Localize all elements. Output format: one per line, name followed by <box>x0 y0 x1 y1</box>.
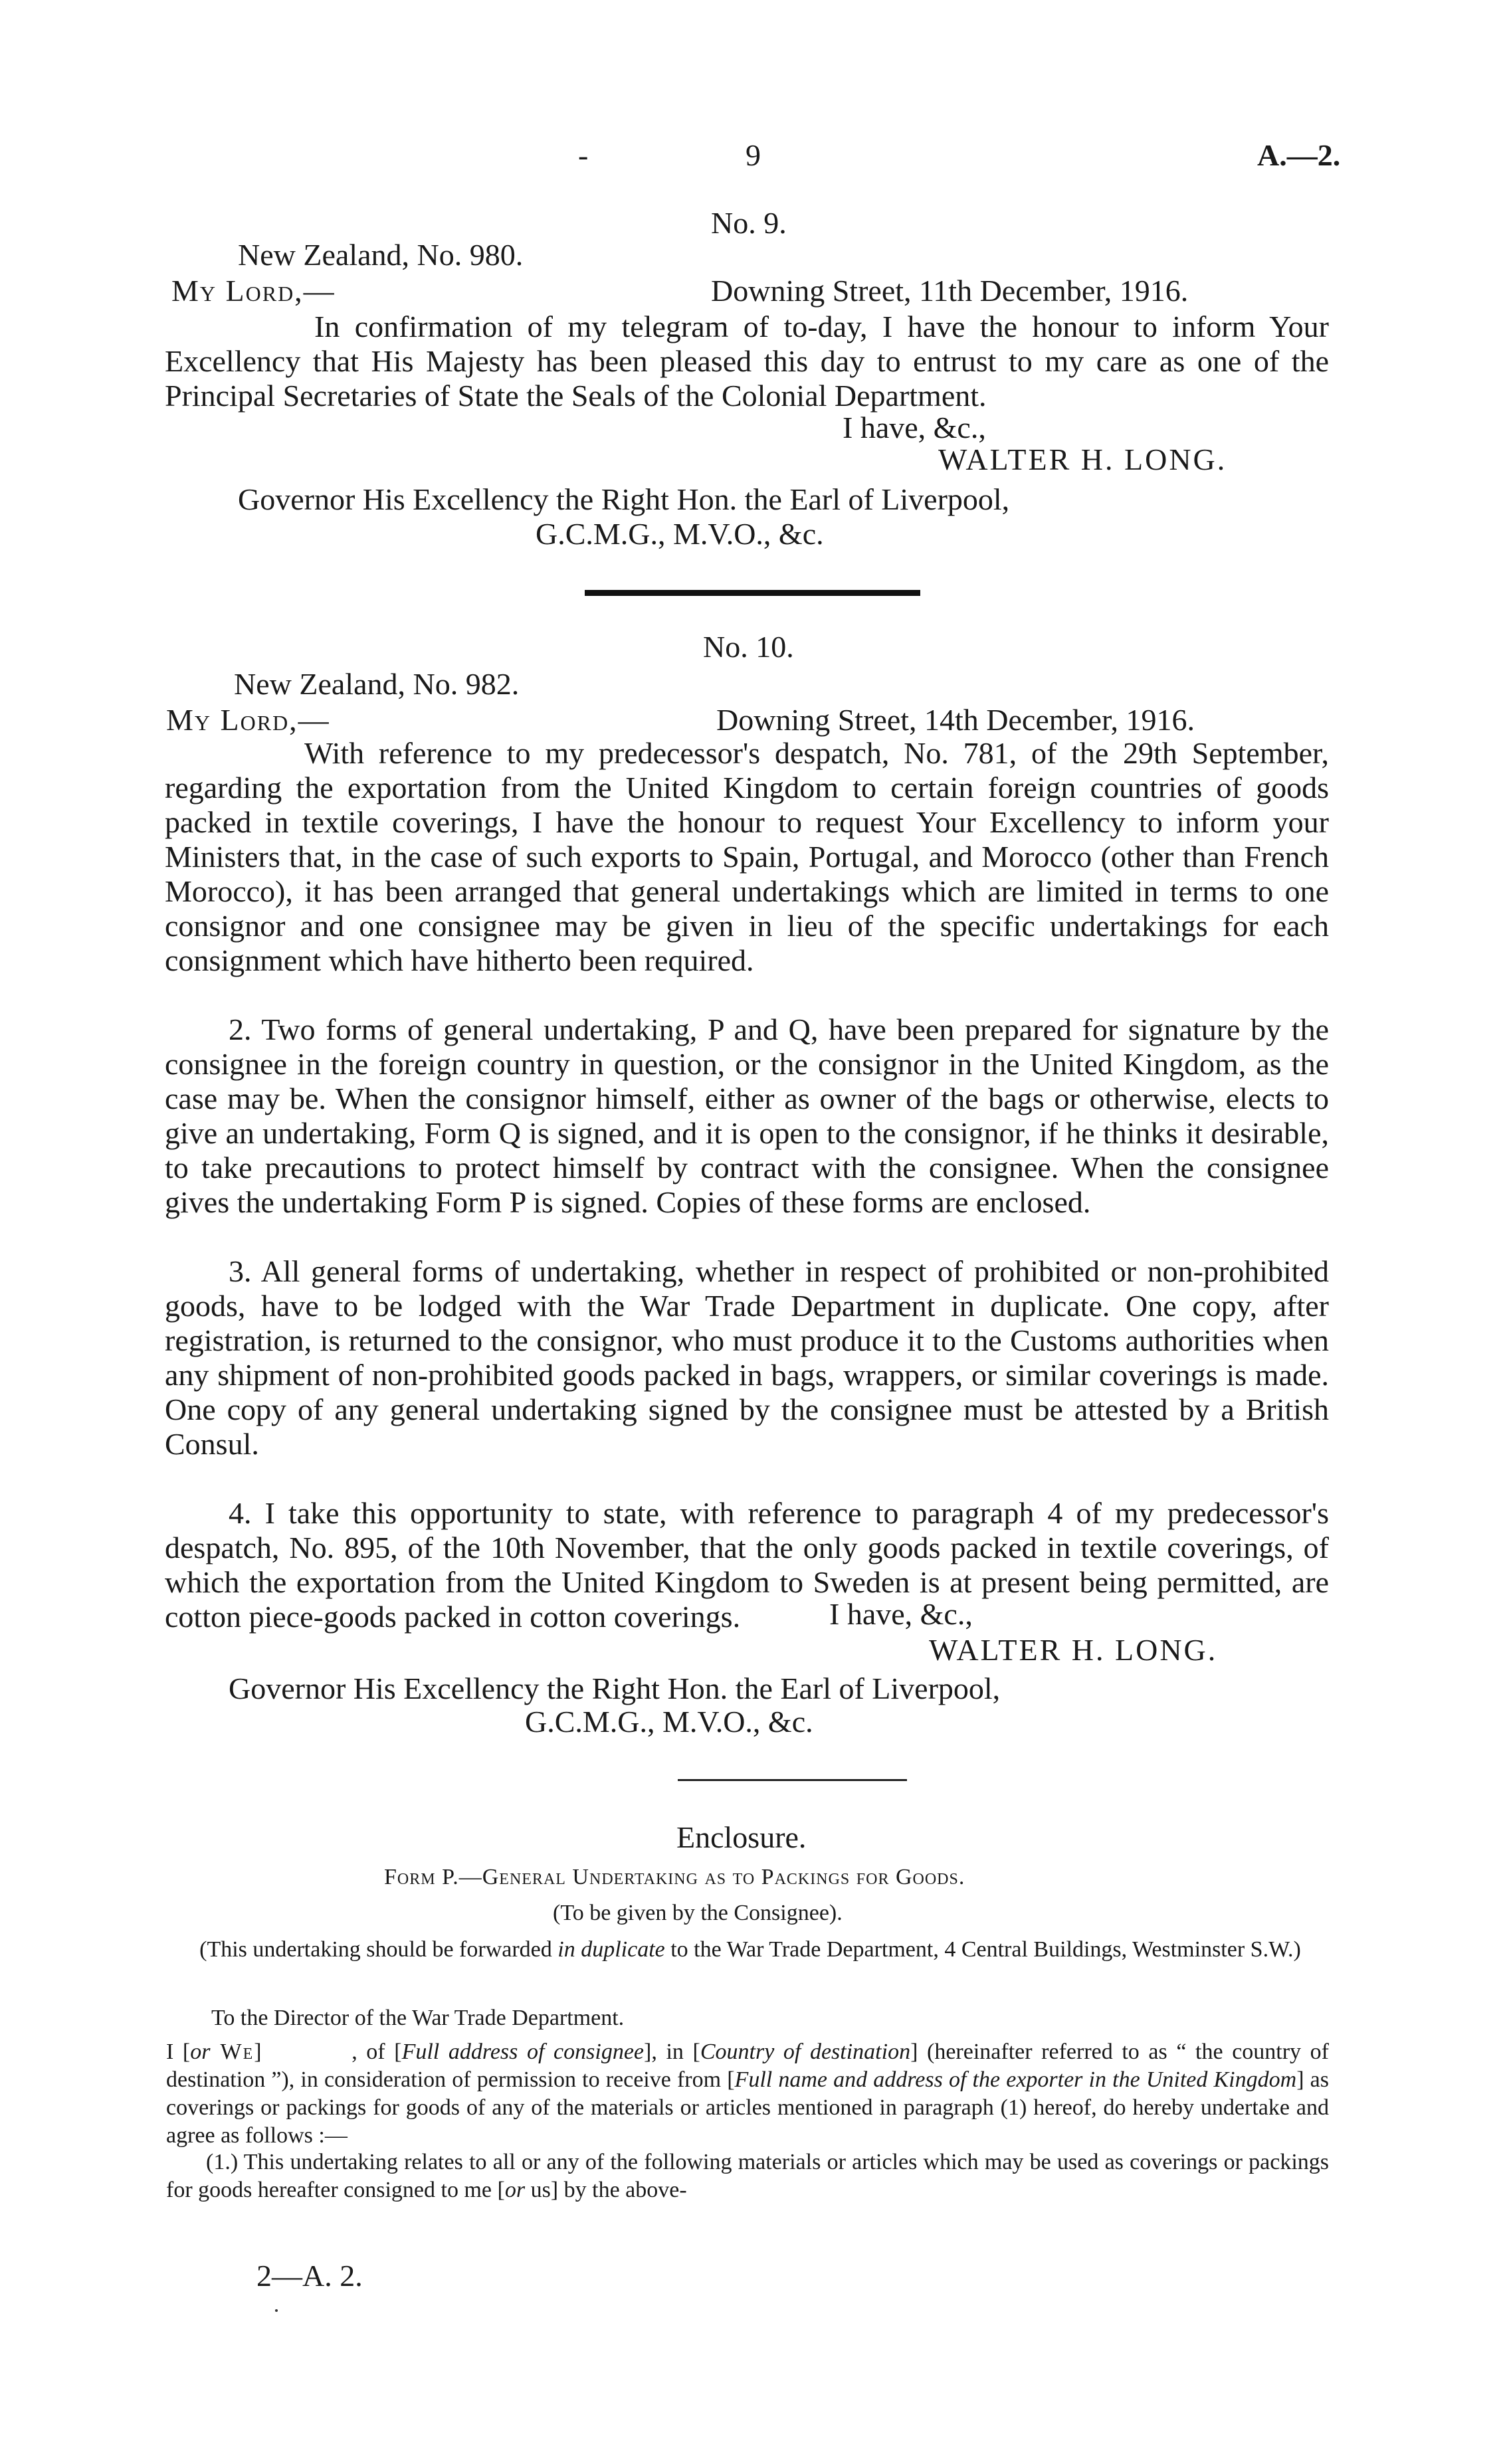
undertaking-text: I [ <box>166 2039 191 2064</box>
form-instruction <box>171 1936 1329 1964</box>
form-clause-1 <box>166 2148 1329 2204</box>
letter1-reference: New Zealand, No. 980. <box>238 238 524 272</box>
clause-text: (1.) This undertaking relates to all or any of the following materials or articles which may be used as coverings or packings for goods hereafter consigned to me [ <box>166 2150 1329 2202</box>
undertaking-text: ] as coverings or packings for goods of any of the materials or articles mentioned in paragraph (1) hereof, do hereby undertake and agree as follows :— <box>166 2067 1329 2148</box>
form-given-by: (To be given by the Consignee). <box>553 1901 843 1925</box>
undertaking-italic: Country of destination <box>700 2039 911 2064</box>
letter2-closing: I have, &c., <box>829 1597 973 1631</box>
header-dash: - <box>578 138 589 172</box>
doc-reference: A.—2. <box>1257 138 1341 172</box>
letter2-addressee: Governor His Excellency the Right Hon. the Earl of Liverpool, <box>229 1671 1001 1705</box>
letter1-closing: I have, &c., <box>843 411 986 444</box>
letter1-addressee-honours: G.C.M.G., M.V.O., &c. <box>536 517 824 551</box>
letter2-reference: New Zealand, No. 982. <box>234 667 520 701</box>
letter2-signature: WALTER H. LONG. <box>929 1633 1218 1667</box>
letter2-paragraph-2: 2. Two forms of general undertaking, P and Q, have been prepared for signature by the consignee in the foreign country in question, or the consignor in the United Kingdom, as the case may be. When the consignor himself, either as owner of the bags or otherwise, elects to give an undertaking, Form Q is signed, and it is open to the consignor, if he thinks it desirable, to take precautions to protect himself by contract with the consignee. When the consignee gives the undertaking Form P is signed. Copies of these forms are enclosed. <box>165 1012 1329 1219</box>
form-instruction-text: (This undertaking should be forwarded <box>199 1937 558 1962</box>
letter1-number: No. 9. <box>711 206 787 240</box>
letter2-paragraph-1: With reference to my predecessor's despatch, No. 781, of the 29th September, regarding the exportation from the United Kingdom to certain foreign countries of goods packed in textile coverings, I have the honour to request Your Excellency to inform your Ministers that, in the case of such exports to Spain, Portugal, and Morocco (other than French Morocco), it has been arranged that general undertakings which are limited in terms to one consignor and one consignee may be given in lieu of the specific undertakings for each consignment which have hitherto been required. <box>165 736 1329 977</box>
enclosure-heading: Enclosure. <box>676 1820 807 1854</box>
footer-dot <box>275 2309 278 2312</box>
undertaking-text: , of [ <box>342 2039 402 2064</box>
form-to-line: To the Director of the War Trade Department. <box>211 2006 625 2030</box>
undertaking-italic: or <box>190 2039 211 2064</box>
letter1-salutation: My Lord,— <box>171 274 336 308</box>
letter2-place-date: Downing Street, 14th December, 1916. <box>716 703 1195 737</box>
letter2-number: No. 10. <box>703 630 794 664</box>
undertaking-text: We] <box>210 2039 263 2064</box>
letter1-body: In confirmation of my telegram of to-day, I have the honour to inform Your Excellency that His Majesty has been pleased this day to entrust to my care as one of the Principal Secretaries of State the Seals of the Colonial Department. <box>165 310 1329 413</box>
undertaking-text: ], in [ <box>644 2039 700 2064</box>
letter2-addressee-honours: G.C.M.G., M.V.O., &c. <box>525 1705 813 1739</box>
letter2-salutation: My Lord,— <box>166 703 330 737</box>
form-undertaking <box>166 2038 1329 2150</box>
form-title: Form P.—General Undertaking as to Packings for Goods. <box>384 1865 965 1889</box>
letter1-signature: WALTER H. LONG. <box>938 442 1227 476</box>
form-instruction-text-end: to the War Trade Department, 4 Central Buildings, Westminster S.W.) <box>664 1937 1301 1962</box>
undertaking-italic: Full address of consignee <box>401 2039 645 2064</box>
clause-italic: or <box>504 2178 526 2202</box>
undertaking-text: ] (hereinafter referred to as “ the country of destination ”), in consideration of permission to receive from [ <box>166 2039 1329 2092</box>
section-divider-thick <box>585 590 920 596</box>
section-divider-thin <box>678 1779 907 1781</box>
clause-text-end: us] by the above- <box>525 2178 687 2202</box>
undertaking-italic: Full name and address of the exporter in the United Kingdom <box>734 2067 1297 2092</box>
letter1-addressee: Governor His Excellency the Right Hon. the Earl of Liverpool, <box>238 482 1010 516</box>
signature-mark: 2—A. 2. <box>256 2259 363 2293</box>
letter1-place-date: Downing Street, 11th December, 1916. <box>711 274 1189 308</box>
page-number: 9 <box>746 138 761 172</box>
form-instruction-emphasis: in duplicate <box>557 1937 665 1962</box>
letter2-paragraph-3: 3. All general forms of undertaking, whether in respect of prohibited or non-prohibited goods, have to be lodged with the War Trade Department in duplicate. One copy, after registration, is returned to the consignor, who must produce it to the Customs authorities when any shipment of non-prohibited goods packed in bags, wrappers, or similar coverings is made. One copy of any general undertaking signed by the consignee must be attested by a British Consul. <box>165 1254 1329 1461</box>
letter2-paragraph-4: 4. I take this opportunity to state, with reference to paragraph 4 of my predecessor's despatch, No. 895, of the 10th November, that the only goods packed in textile coverings, of which the exportation from the United Kingdom to Sweden is at present being permitted, are cotton piece-goods packed in cotton coverings. <box>165 1496 1329 1634</box>
